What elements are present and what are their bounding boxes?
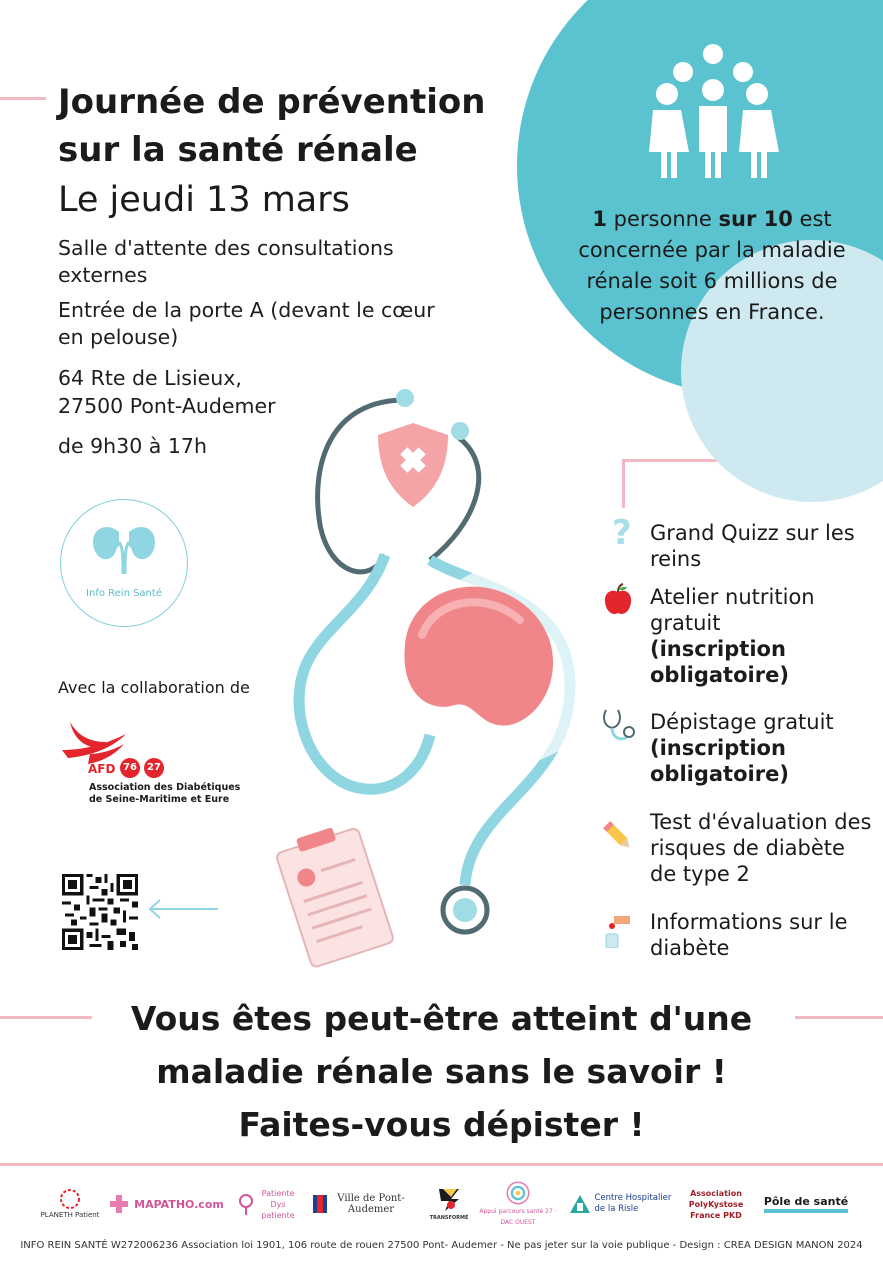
partner-mapatho: MAPATHO.com xyxy=(104,1180,228,1228)
partner-patiente-dys: Patiente Dys patiente xyxy=(238,1180,302,1228)
pont-audemer-logo-icon xyxy=(313,1195,327,1213)
activity-diabetes-info: Informations sur le diabète xyxy=(650,910,848,960)
afd-text: AFD xyxy=(88,762,116,776)
clipboard-icon xyxy=(272,820,397,975)
people-group-icon xyxy=(645,42,785,182)
afd-subtitle: Association des Diabétiques de Seine-Maritime et Eure xyxy=(89,782,241,805)
activity-screening: Dépistage gratuit (inscription obligatoire) xyxy=(650,710,834,786)
question-mark-icon xyxy=(600,514,636,550)
pink-line-vertical-right xyxy=(622,460,625,508)
address-line-1: 64 Rte de Lisieux, xyxy=(58,366,242,390)
patiente-logo-icon xyxy=(238,1193,254,1215)
svg-text:?: ? xyxy=(612,514,632,550)
stethoscope-icon xyxy=(600,708,636,744)
partner-pont-audemer: Ville de Pont-Audemer xyxy=(308,1180,416,1228)
pink-line-top-left xyxy=(0,97,46,100)
collaboration-label: Avec la collaboration de xyxy=(58,678,250,697)
logo-name: Info Rein Santé xyxy=(86,588,162,599)
dac-ouest-logo-icon xyxy=(501,1180,535,1206)
partner-ch-risle: Centre Hospitalier de la Risle xyxy=(566,1180,676,1228)
stat-number: 1 xyxy=(592,207,607,231)
pencil-icon xyxy=(600,818,636,854)
activity-quiz: Grand Quizz sur les reins xyxy=(650,521,855,571)
pink-line-bottom xyxy=(0,1163,883,1166)
pink-line-slogan-right xyxy=(795,1016,883,1019)
page-title: Journée de prévention sur la santé rénale xyxy=(58,82,486,170)
location-line-1: Salle d'attente des consultations externes xyxy=(58,236,394,287)
location-line-2: Entrée de la porte A (devant le cœur en pelouse) xyxy=(58,298,435,349)
transforme-logo-icon xyxy=(435,1185,463,1213)
footer-legal: INFO REIN SANTÉ W272006236 Association loi 1901, 106 route de rouen 27500 Pont- Audemer - Ne pas jeter sur la voie publique - Design : CREA DESIGN MANON 2024 xyxy=(20,1240,863,1251)
activity-nutrition: Atelier nutrition gratuit (inscription obligatoire) xyxy=(650,585,815,687)
statistic-text: 1 personne sur 10 est concernée par la maladie rénale soit 6 millions de personnes en France. xyxy=(578,207,846,324)
partner-transforme: TRANSFORMÉ xyxy=(426,1180,472,1228)
mapatho-logo-icon xyxy=(108,1193,130,1215)
glucose-test-icon xyxy=(600,912,636,948)
apple-icon xyxy=(600,582,636,618)
ch-risle-logo-icon xyxy=(568,1193,592,1215)
partner-dac-ouest: Appui parcours santé 27 · DAC OUEST xyxy=(478,1180,558,1228)
afd-27-badge: 27 xyxy=(144,758,164,778)
info-rein-sante-logo xyxy=(60,499,188,627)
stat-ratio: sur 10 xyxy=(718,207,793,231)
partner-planeth-patient: PLANETH Patient xyxy=(40,1180,100,1228)
slogan: Vous êtes peut-être atteint d'une maladie rénale sans le savoir ! Faites-vous dépister ! xyxy=(130,999,753,1144)
event-hours: de 9h30 à 17h xyxy=(58,434,207,458)
kidneys-icon xyxy=(89,518,159,576)
partner-polykystose: Association PolyKystose France PKD xyxy=(688,1188,744,1220)
planeth-logo-icon xyxy=(59,1188,81,1210)
activity-diabetes-test: Test d'évaluation des risques de diabète de type 2 xyxy=(650,810,872,886)
qr-code[interactable] xyxy=(62,874,138,950)
arrow-left-icon xyxy=(146,898,220,920)
event-date: Le jeudi 13 mars xyxy=(58,180,350,220)
pink-line-slogan-left xyxy=(0,1016,92,1019)
partner-pole-sante: Pôle de santé xyxy=(760,1180,852,1228)
afd-76-badge: 76 xyxy=(120,758,140,778)
address-line-2: 27500 Pont-Audemer xyxy=(58,394,276,418)
